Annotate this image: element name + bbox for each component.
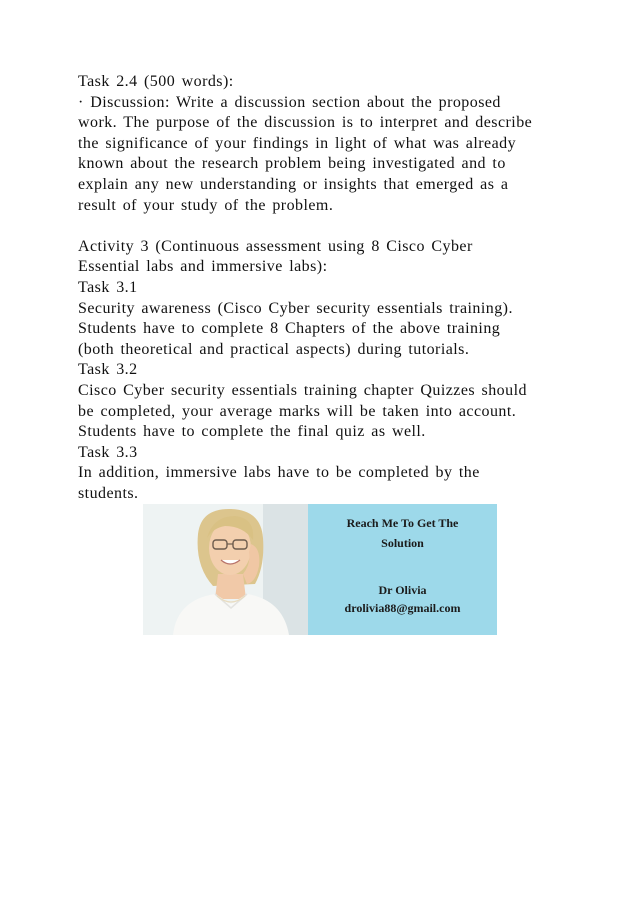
task-3-1-heading: Task 3.1 <box>78 278 138 296</box>
text-line: Cisco Cyber security essentials training chapter Quizzes should <box>78 381 527 399</box>
text-line: the significance of your findings in light of what was already <box>78 134 517 152</box>
task-3-2-heading: Task 3.2 <box>78 361 138 379</box>
promo-line-2: Solution <box>381 536 424 550</box>
text-line: Essential labs and immersive labs): <box>78 258 328 276</box>
document-body <box>78 72 568 504</box>
task-2-4-heading: Task 2.4 (500 words): <box>78 73 234 90</box>
text-line: result of your study of the problem. <box>78 196 334 214</box>
promo-panel <box>308 504 497 635</box>
contact-name: Dr Olivia <box>378 583 427 597</box>
text-line: (both theoretical and practical aspects) during tutorials. <box>78 340 470 358</box>
text-line: Students have to complete 8 Chapters of the above training <box>78 320 501 338</box>
text-line: Security awareness (Cisco Cyber security essentials training). <box>78 299 513 317</box>
text-line: work. The purpose of the discussion is to interpret and describe <box>78 114 533 132</box>
text-line: be completed, your average marks will be taken into account. <box>78 402 517 420</box>
text-line: known about the research problem being investigated and to <box>78 155 506 173</box>
text-line: explain any new understanding or insights that emerged as a <box>78 175 509 193</box>
text-line: students. <box>78 484 139 502</box>
activity-3-heading: Activity 3 (Continuous assessment using 8 Cisco Cyber <box>78 237 473 255</box>
woman-portrait-illustration <box>143 504 308 635</box>
text-line: · Discussion: Write a discussion section about the proposed <box>78 93 501 111</box>
contact-email: drolivia88@gmail.com <box>344 601 461 615</box>
text-line: Students have to complete the final quiz as well. <box>78 423 426 441</box>
text-line: In addition, immersive labs have to be completed by the <box>78 464 480 482</box>
promo-line-1: Reach Me To Get The <box>346 516 459 530</box>
portrait-photo <box>143 504 308 635</box>
task-3-3-heading: Task 3.3 <box>78 443 138 461</box>
contact-banner <box>143 504 497 635</box>
paragraph-gap <box>78 216 568 237</box>
